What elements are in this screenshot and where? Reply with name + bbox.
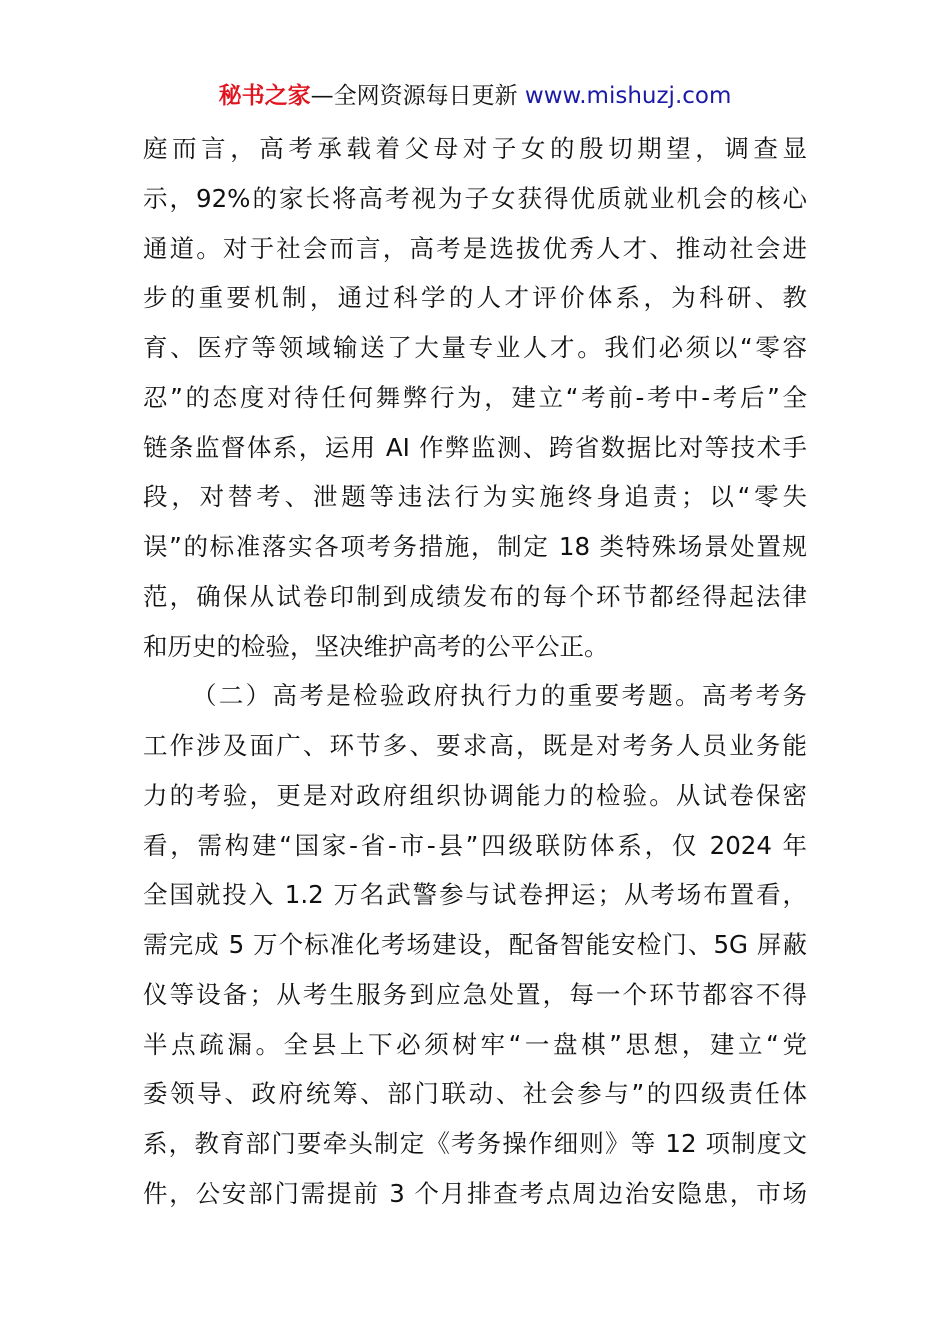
text-line: 示，92%的家长将高考视为子女获得优质就业机会的核心 (143, 183, 807, 213)
header-tagline: —全网资源每日更新 (310, 83, 525, 109)
site-header (0, 78, 950, 114)
text-line: 误”的标准落实各项考务措施，制定 18 类特殊场景处置规 (143, 532, 807, 561)
text-line: 育、医疗等领域输送了大量专业人才。我们必须以“零容 (143, 333, 807, 362)
text-line: 力的考验，更是对政府组织协调能力的检验。从试卷保密 (143, 780, 807, 810)
text-line: 仪等设备；从考生服务到应急处置，每一个环节都容不得 (143, 979, 807, 1009)
text-line: 通道。对于社会而言，高考是选拔优秀人才、推动社会进 (143, 233, 807, 263)
text-line: 全国就投入 1.2 万名武警参与试卷押运；从考场布置看， (143, 880, 807, 910)
text-line: 系，教育部门要牵头制定《考务操作细则》等 12 项制度文 (143, 1129, 807, 1158)
section-heading-line: （二）高考是检验政府执行力的重要考题。高考考务 (192, 681, 807, 711)
text-line: 需完成 5 万个标准化考场建设，配备智能安检门、5G 屏蔽 (143, 930, 807, 959)
text-line: 件，公安部门需提前 3 个月排查考点周边治安隐患，市场 (143, 1178, 807, 1208)
text-line: 范，确保从试卷印制到成绩发布的每个环节都经得起法律 (143, 581, 807, 611)
text-line: 段，对替考、泄题等违法行为实施终身追责；以“零失 (143, 482, 807, 512)
text-line: 委领导、政府统筹、部门联动、社会参与”的四级责任体 (143, 1079, 807, 1109)
text-line: 忍”的态度对待任何舞弊行为，建立“考前-考中-考后”全 (143, 382, 807, 412)
site-url-link[interactable]: www.mishuzj.com (524, 83, 732, 109)
document-body (143, 124, 807, 1219)
text-line: 庭而言，高考承载着父母对子女的殷切期望，调查显 (143, 134, 807, 163)
text-line: 链条监督体系，运用 AI 作弊监测、跨省数据比对等技术手 (143, 432, 807, 462)
brand-name: 秘书之家 (218, 83, 311, 109)
text-line: 半点疏漏。全县上下必须树牢“一盘棋”思想，建立“党 (143, 1029, 807, 1059)
paragraph-end-line: 和历史的检验，坚决维护高考的公平公正。 (143, 631, 609, 661)
text-line: 步的重要机制，通过科学的人才评价体系，为科研、教 (143, 283, 807, 313)
text-line: 看，需构建“国家-省-市-县”四级联防体系，仅 2024 年 (143, 830, 807, 860)
text-line: 工作涉及面广、环节多、要求高，既是对考务人员业务能 (143, 731, 807, 760)
